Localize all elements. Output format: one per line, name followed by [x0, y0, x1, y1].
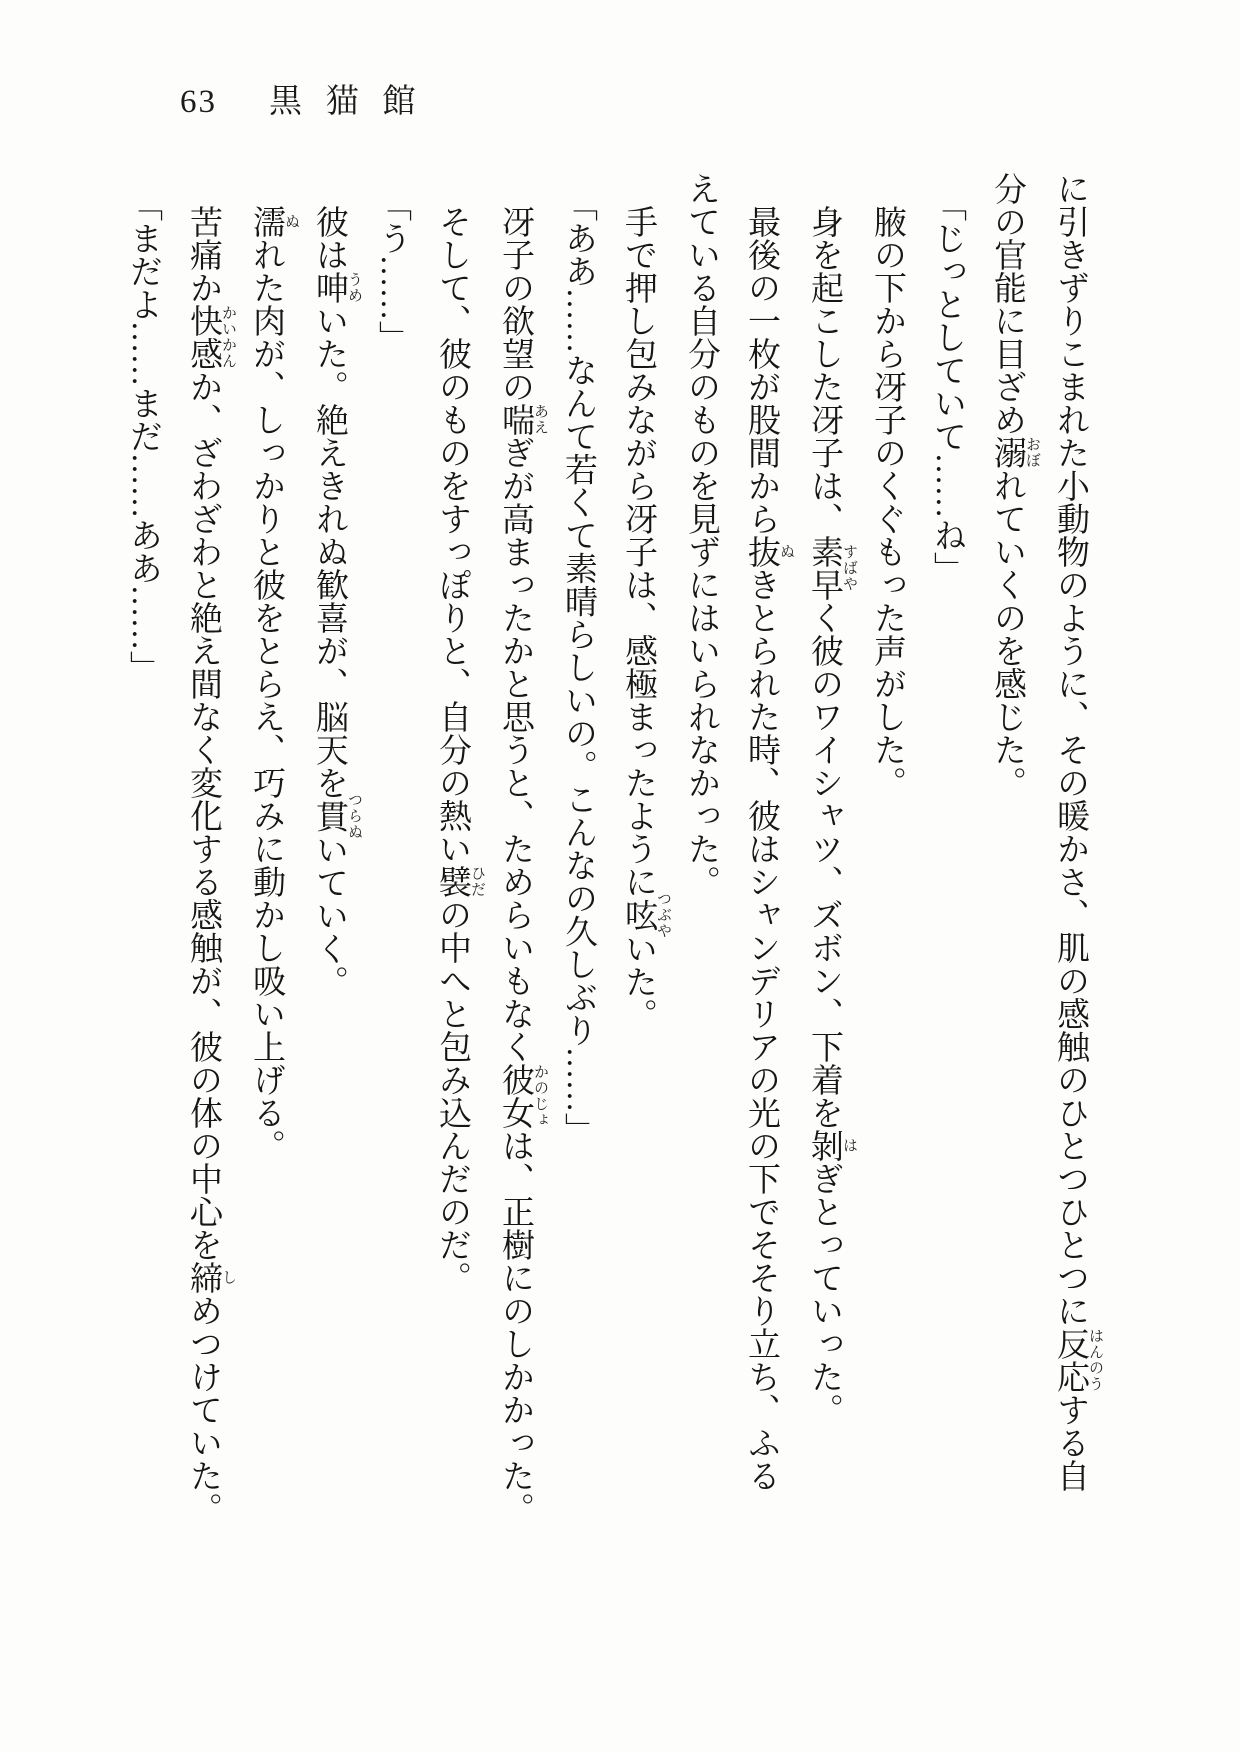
text-column: そして、彼のものをすっぽりと、自分の熱い襞 ひだの中へと包み込んだのだ。: [434, 205, 485, 1294]
text-column: 「まだよ……まだ……ああ……」: [125, 205, 161, 684]
text-column: 身を起こした冴子は、素早 すばやく彼のワイシャツ、ズボン、下着を剝 はぎとっていった。: [806, 205, 857, 1426]
ruby-annotated-text: 呻 うめ: [311, 271, 362, 304]
ruby-annotated-text: 素早 すばや: [806, 535, 857, 601]
ruby-annotated-text: 快感 かいかん: [185, 304, 236, 370]
ruby-annotated-text: 濡 ぬ: [248, 205, 299, 238]
ruby-annotated-text: 貫 つらぬ: [311, 792, 362, 840]
ruby-annotated-text: 喘 あえ: [497, 403, 548, 436]
text-column: 「う……」: [374, 205, 410, 354]
text-column: 手で押し包みながら冴子は、感極まったように呟 つぶやいた。: [620, 205, 671, 1031]
ruby-annotated-text: 抜 ぬ: [743, 535, 794, 568]
book-title: 黒猫館: [269, 84, 440, 120]
text-column: 「ああ……なんて若くて素晴らしいの。こんなの久しぶり……」: [560, 205, 596, 1146]
text-column: 苦痛か快感 かいかんか、ざわざわと絶え間なく変化する感触が、彼の体の中心を締 しめつけていた。: [185, 205, 236, 1525]
ruby-annotated-text: 締 し: [185, 1261, 236, 1294]
ruby-annotated-text: 溺 おぼ: [989, 436, 1040, 469]
text-column: 腋の下から冴子のくぐもった声がした。: [869, 205, 905, 799]
ruby-annotated-text: 彼女 かのじょ: [497, 1063, 548, 1129]
ruby-annotated-text: 剝 は: [806, 1129, 857, 1162]
text-column: 「じっとしていて……ね」: [929, 205, 965, 585]
text-column: 分の官能に目ざめ溺 おぼれていくのを感じた。: [989, 172, 1040, 799]
ruby-annotated-text: 反応 はんのう: [1052, 1327, 1103, 1393]
text-column: 彼は呻 うめいた。絶えきれぬ歓喜が、脳天を貫 つらぬいていく。: [311, 205, 362, 998]
running-head: [180, 86, 439, 119]
text-column: 冴子の欲望の喘 あえぎが高まったかと思うと、ためらいもなく彼女 かのじょは、正樹にのしかかった。: [497, 205, 548, 1525]
text-column: えている自分のものを見ずにはいられなかった。: [683, 172, 719, 898]
text-column: 濡 ぬれた肉が、しっかりと彼をとらえ、巧みに動かし吸い上げる。: [248, 205, 299, 1162]
page-number: 63: [180, 84, 217, 120]
text-column: に引きずりこまれた小動物のように、その暖かさ、肌の感触のひとつひとつに反応 はんのうする自: [1052, 172, 1103, 1492]
text-column: 最後の一枚が股間から抜 ぬきとられた時、彼はシャンデリアの光の下でそそり立ち、ふる: [743, 205, 794, 1492]
ruby-annotated-text: 呟 つぶや: [620, 891, 671, 939]
ruby-annotated-text: 襞 ひだ: [434, 865, 485, 898]
text-block: [113, 172, 1103, 1544]
